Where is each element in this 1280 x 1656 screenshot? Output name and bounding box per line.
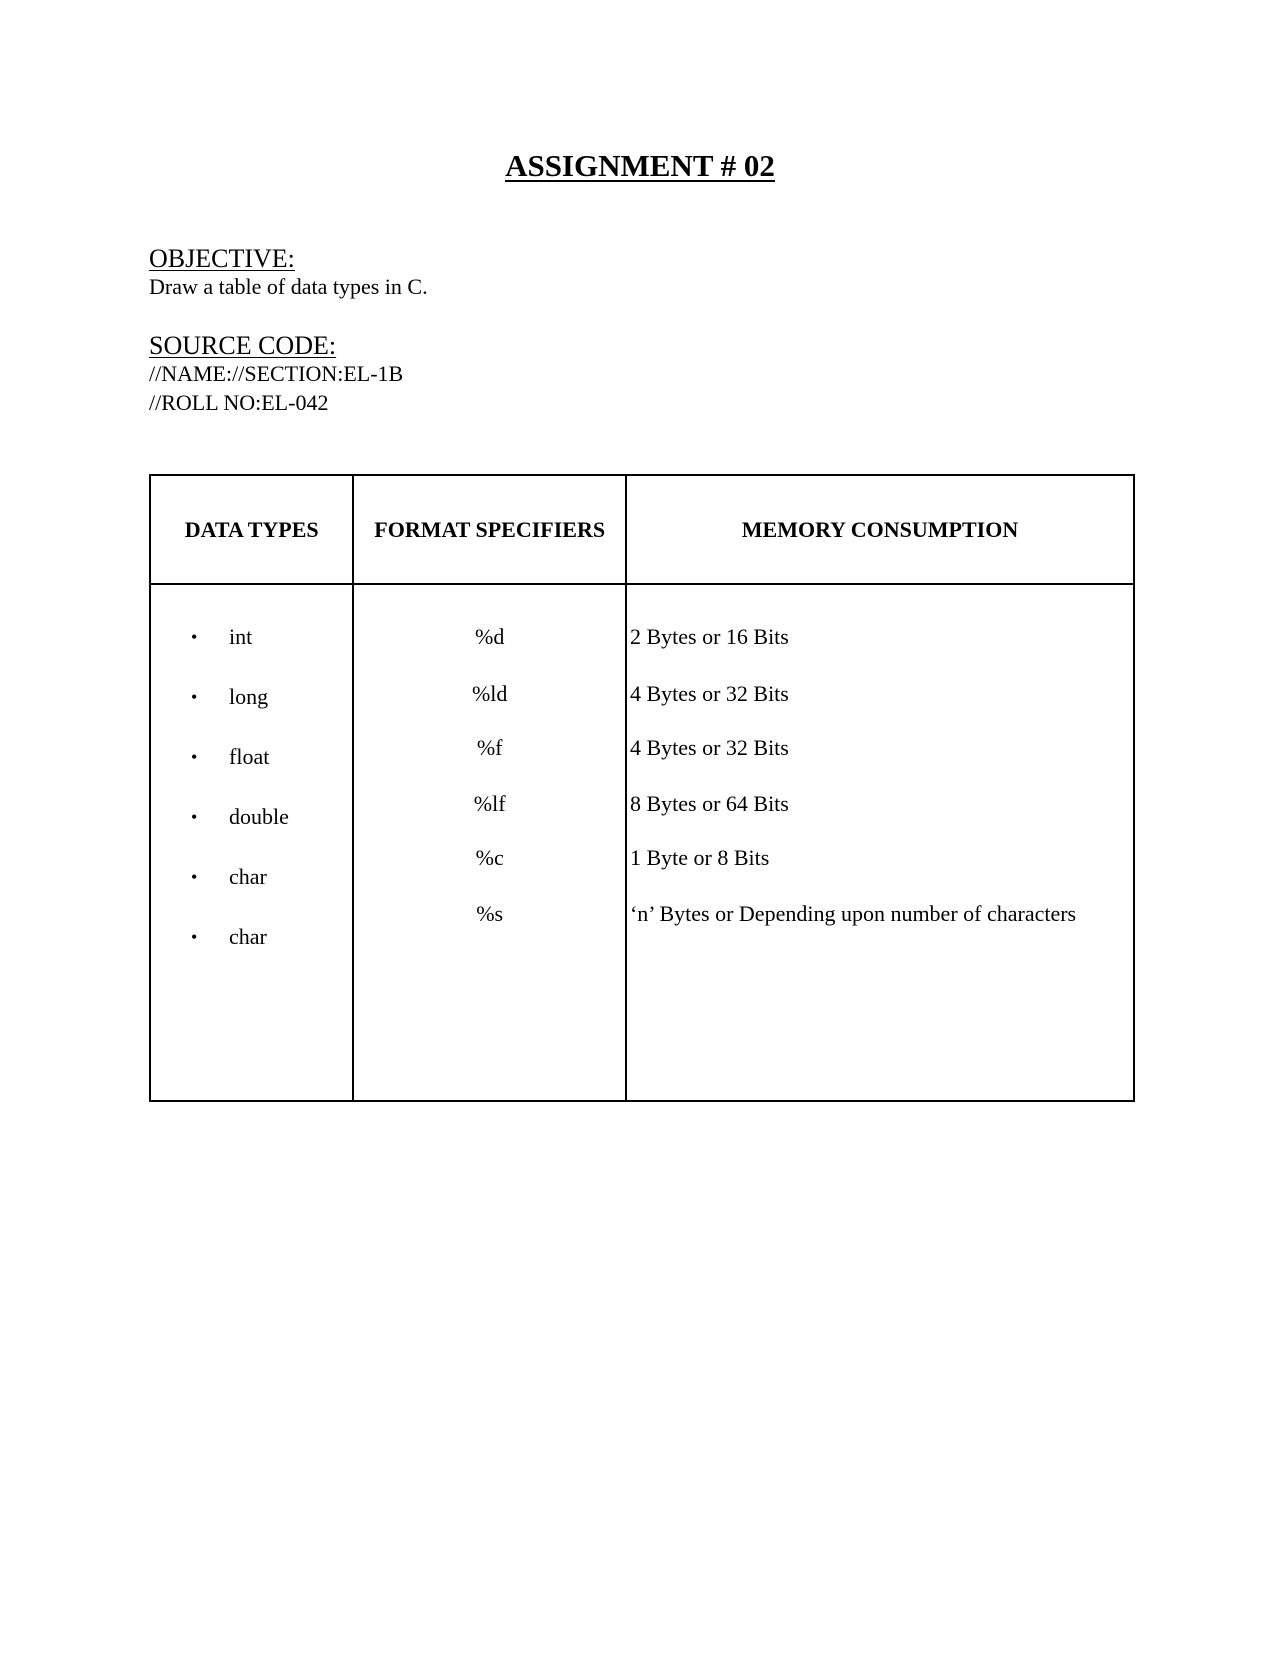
format-specifier: %f — [476, 735, 503, 760]
memory-value: ‘n’ Bytes or Depending upon number of characters — [629, 901, 1077, 926]
bullet-icon: • — [191, 687, 198, 707]
bullet-icon: • — [191, 867, 198, 887]
data-types-cell — [150, 584, 353, 1101]
header-memory-consumption: MEMORY CONSUMPTION — [626, 475, 1134, 584]
bullet-icon: • — [191, 747, 198, 767]
memory-value: 1 Byte or 8 Bits — [629, 845, 770, 870]
assignment-title — [0, 146, 1280, 186]
format-specifier: %s — [476, 901, 504, 926]
format-specifier: %ld — [471, 681, 508, 706]
assignment-title-text: ASSIGNMENT # 02 — [505, 148, 775, 183]
data-type-label: char — [229, 924, 267, 949]
format-specifier: %c — [475, 845, 504, 870]
format-specifiers-cell — [353, 584, 626, 1101]
memory-value: 4 Bytes or 32 Bits — [629, 681, 789, 706]
memory-value: 4 Bytes or 32 Bits — [629, 735, 789, 760]
source-code-heading: SOURCE CODE: — [149, 331, 337, 360]
bullet-icon: • — [191, 927, 198, 947]
header-format-specifiers: FORMAT SPECIFIERS — [353, 475, 626, 584]
table-header-row — [150, 475, 1134, 584]
data-type-item — [151, 801, 354, 833]
objective-text: Draw a table of data types in C. — [149, 274, 428, 299]
data-type-label: long — [229, 684, 269, 709]
data-type-item — [151, 621, 354, 653]
data-type-label: float — [229, 744, 270, 769]
table-body-row — [150, 584, 1134, 1101]
data-type-label: int — [229, 624, 253, 649]
bullet-icon: • — [191, 627, 198, 647]
bullet-icon: • — [191, 807, 198, 827]
format-specifier: %lf — [473, 791, 506, 816]
format-specifier: %d — [475, 624, 505, 649]
data-type-label: double — [229, 804, 289, 829]
data-type-item — [151, 921, 354, 953]
data-type-label: char — [229, 864, 267, 889]
objective-heading: OBJECTIVE: — [149, 244, 295, 273]
data-type-item — [151, 741, 354, 773]
memory-value: 8 Bytes or 64 Bits — [629, 791, 789, 816]
memory-value: 2 Bytes or 16 Bits — [629, 624, 789, 649]
header-data-types: DATA TYPES — [150, 475, 353, 584]
data-type-item — [151, 861, 354, 893]
source-code-roll-line: //ROLL NO:EL-042 — [149, 390, 329, 415]
source-code-name-line: //NAME://SECTION:EL-1B — [149, 361, 404, 386]
memory-consumption-cell — [626, 584, 1134, 1101]
data-type-item — [151, 681, 354, 713]
data-types-table — [149, 474, 1135, 1102]
